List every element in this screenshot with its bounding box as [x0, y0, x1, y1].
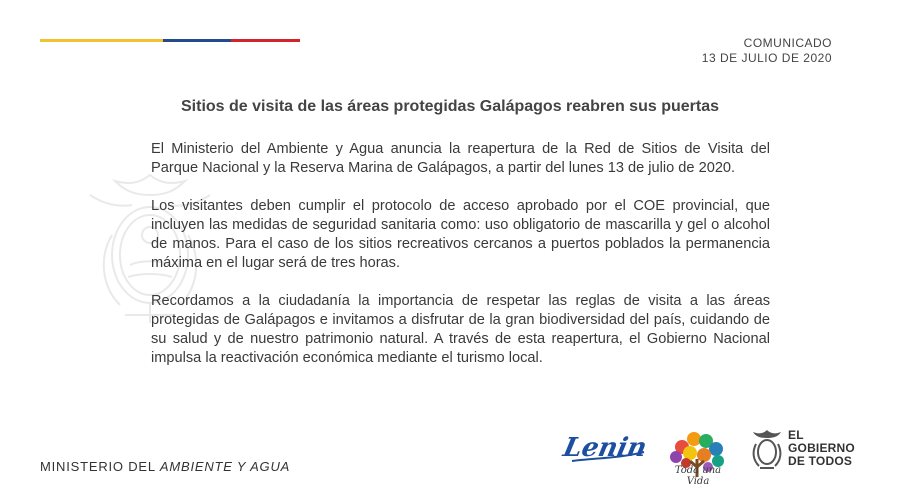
comunicado-header [702, 36, 832, 66]
lenin-logo-icon [560, 428, 650, 466]
flag-stripe-red [231, 39, 300, 42]
comunicado-date: 13 DE JULIO DE 2020 [701, 51, 832, 65]
paragraph-1: El Ministerio del Ambiente y Agua anuncia la reapertura de la Red de Sitios de Visita del Parque Nacional y la Reserva Marina de Galápagos, a partir del lunes 13 de julio de 2020. [151, 141, 770, 176]
gobierno-line-1: EL [788, 428, 804, 442]
gobierno-line-3: DE TODOS [788, 454, 853, 468]
gobierno-line-2: GOBIERNO [788, 441, 855, 455]
document-body [151, 140, 770, 387]
el-gobierno-de-todos-logo [788, 429, 855, 468]
paragraph-2: Los visitantes deben cumplir el protocolo de acceso aprobado por el COE provincial, que incluyen las medidas de seguridad sanitaria como: uso obligatorio de mascarilla y gel o alcohol de manos. Para el caso de los sitios recreativos cercanos a puertos poblados la permanencia máxima en el lugar será de tres horas. [151, 198, 770, 271]
svg-text:Lenin: Lenin [560, 432, 650, 463]
comunicado-label: COMUNICADO [743, 36, 832, 50]
paragraph-3: Recordamos a la ciudadanía la importancia de respetar las reglas de visita a las áreas protegidas de Galápagos e invitamos a disfrutar de la gran biodiversidad del país, cuidando de su salud y de nuestro patrimonio natural. A través de esta reapertura, el Gobierno Nacional impulsa la reactivación económica mediante el turismo local. [151, 293, 770, 366]
document-title: Sitios de visita de las áreas protegidas Galápagos reabren sus puertas [181, 98, 719, 115]
flag-stripe-yellow [40, 39, 163, 42]
ministry-prefix: MINISTERIO DEL [40, 459, 160, 474]
flag-stripe [40, 39, 300, 42]
toda-una-vida-text: Toda una Vida [674, 465, 722, 487]
coat-of-arms-icon [750, 428, 784, 470]
ministry-italic: AMBIENTE Y AGUA [159, 459, 291, 474]
flag-stripe-blue [163, 39, 231, 42]
ministry-name [40, 459, 290, 474]
